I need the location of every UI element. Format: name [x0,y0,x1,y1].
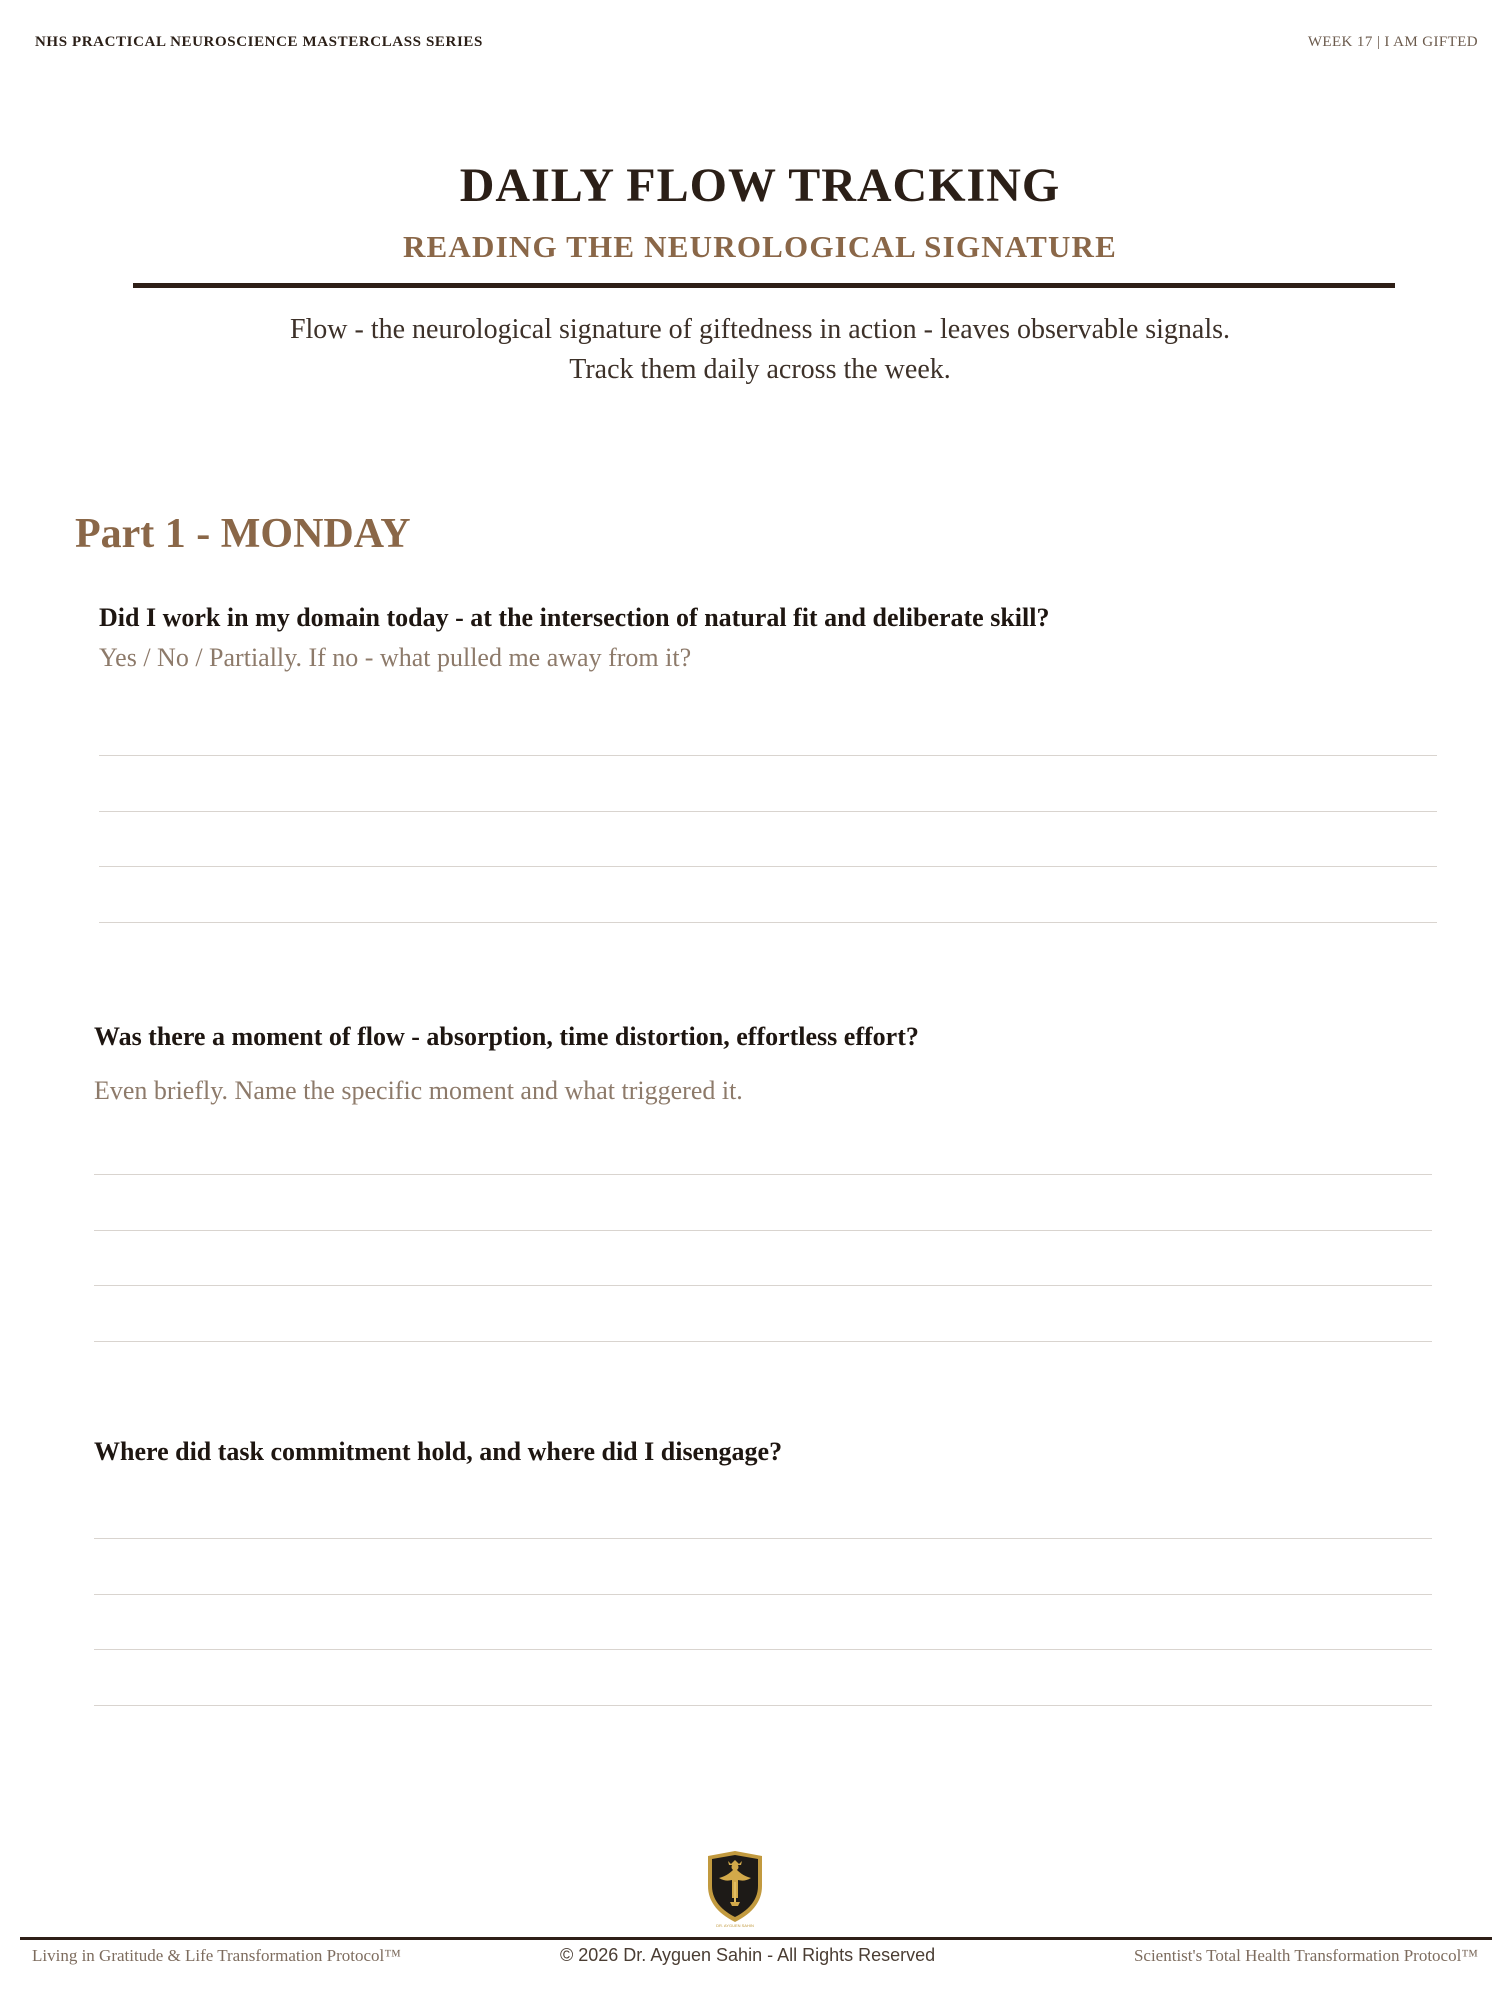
answer-line[interactable] [94,1649,1432,1650]
answer-line[interactable] [94,1285,1432,1286]
title-divider [133,283,1395,288]
page-subtitle: READING THE NEUROLOGICAL SIGNATURE [402,229,1118,264]
question-1: Did I work in my domain today - at the intersection of natural fit and deliberate skill? [99,603,1050,632]
question-1-hint: Yes / No / Partially. If no - what pulled me away from it? [99,643,692,672]
intro-text [0,310,1500,390]
answer-line[interactable] [94,1174,1432,1175]
footer-left-text: Living in Gratitude & Life Transformation Protocol™ [32,1946,401,1965]
footer-divider [20,1937,1492,1940]
part-heading: Part 1 - MONDAY [75,511,411,557]
answer-line[interactable] [94,1705,1432,1706]
answer-line[interactable] [99,922,1437,923]
page-title: DAILY FLOW TRACKING [459,159,1061,212]
footer-right-text: Scientist's Total Health Transformation Protocol™ [1133,1946,1478,1965]
intro-line-2: Track them daily across the week. [569,354,951,385]
answer-line[interactable] [94,1341,1432,1342]
intro-line-1: Flow - the neurological signature of giftedness in action - leaves observable signals. [289,314,1231,345]
svg-text:DR. AYGUEN SAHIN: DR. AYGUEN SAHIN [716,1923,754,1928]
week-header: WEEK 17 | I AM GIFTED [1307,34,1478,50]
answer-line[interactable] [99,866,1437,867]
answer-line[interactable] [94,1230,1432,1231]
question-2-hint: Even briefly. Name the specific moment and what triggered it. [94,1076,743,1105]
question-3: Where did task commitment hold, and where did I disengage? [94,1437,783,1466]
shield-eagle-crest-icon [702,1848,768,1928]
copyright-text: © 2026 Dr. Ayguen Sahin - All Rights Reserved [560,1945,936,1965]
answer-line[interactable] [99,755,1437,756]
answer-line[interactable] [94,1538,1432,1539]
answer-line[interactable] [94,1594,1432,1595]
question-2: Was there a moment of flow - absorption, time distortion, effortless effort? [94,1022,919,1051]
answer-line[interactable] [99,811,1437,812]
series-header: NHS PRACTICAL NEUROSCIENCE MASTERCLASS SERIES [35,34,483,50]
